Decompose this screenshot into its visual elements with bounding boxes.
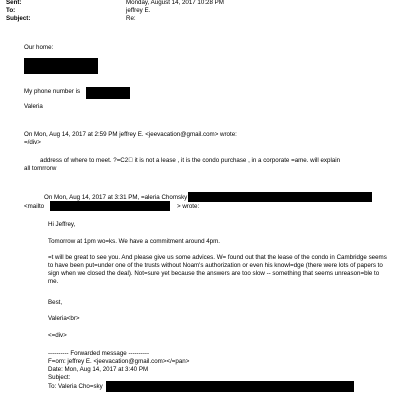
div-tag-line: <=div> <box>48 332 67 339</box>
redaction-email-3 <box>106 381 354 392</box>
our-home-line: Our home: <box>24 44 54 51</box>
quote1-header: On Mon, Aug 14, 2017 at 2:59 PM jeffrey E. <jeevacation@gmail.com> wrote: <box>24 131 237 138</box>
subject-value: Re: <box>126 15 136 22</box>
quote2-header: On Mon, Aug 14, 2017 at 3:31 PM, =aleria Chomsky <box>44 194 188 201</box>
quote2-wrote: > wrote: <box>177 203 200 210</box>
to-label: To: <box>6 7 16 14</box>
redaction-address <box>24 58 98 74</box>
forwarded-divider: ---------- Forwarded message ---------- <box>48 350 150 357</box>
fwd-subject-line: Subject: <box>48 374 71 381</box>
quote1-text-line1: address of where to meet. ?=C2  it is not a lease , it is the condo purchase , in a corporate =ame. will explain <box>40 157 341 164</box>
redaction-email-2 <box>50 201 170 211</box>
quote1-div: =/div> <box>24 139 41 146</box>
greeting-line: Hi Jeffrey, <box>48 221 76 228</box>
signature-valeria: Valeria <box>24 103 43 110</box>
phone-line: My phone number is <box>24 88 81 95</box>
sent-label: Sent: <box>6 0 22 6</box>
valeria-br-line: Valeria<br> <box>48 315 80 322</box>
to-value: jeffrey E. <box>126 7 151 14</box>
fwd-to-line: To: Valeria Cho=sky <box>48 383 103 390</box>
quote2-mailto: <mailto <box>24 203 45 210</box>
tomorrow-line: Tomorrow at 1pm wo=ks. We have a commitment around 4pm. <box>48 238 221 245</box>
body-paragraph: =t will be great to see you. And please give us some advices. W= found out that the lease of the condo in Cambridge seems to have been put=under one of the trusts without Noam's authorization or even his knowl=dge (there were lots of papers to sign when we closed the deal). Not=sure yet because the answers are too slow -- something that seems unreason=ble to me. <box>48 254 387 285</box>
redaction-phone <box>86 87 130 99</box>
fwd-from-line: F=om: jeffrey E. <jeevacation@gmail.com></=pan> <box>48 358 190 365</box>
sent-value: Monday, August 14, 2017 10:28 PM <box>126 0 224 6</box>
subject-label: Subject: <box>6 15 31 22</box>
quote1-text-line2: all tomrrorw <box>24 165 57 172</box>
best-line: Best, <box>48 299 63 306</box>
redaction-email-1 <box>188 192 372 202</box>
fwd-date-line: Date: Mon, Aug 14, 2017 at 3:40 PM <box>48 366 149 373</box>
